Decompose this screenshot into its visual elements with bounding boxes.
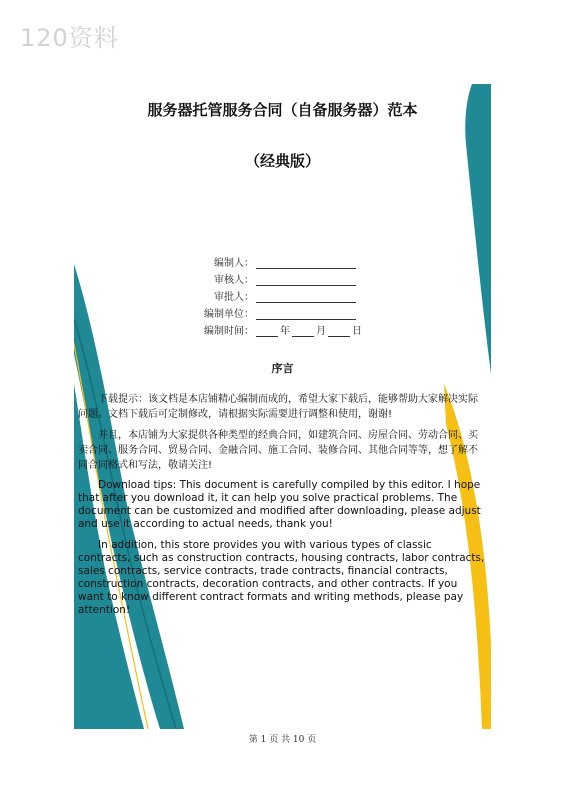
month-label: 月 (316, 326, 326, 337)
year-blank (256, 324, 278, 337)
day-blank (328, 324, 350, 337)
right-teal-wave (465, 84, 491, 374)
year-label: 年 (280, 326, 290, 337)
field-unit (202, 303, 364, 320)
field-editor (202, 252, 364, 269)
day-label: 日 (352, 326, 362, 337)
field-label: 编制时间： (204, 326, 254, 337)
signature-fields (202, 252, 364, 337)
field-label: 审批人： (214, 292, 254, 303)
document-page (74, 84, 491, 729)
paragraph-download-tips-zh: 下载提示：该文档是本店铺精心编制而成的，希望大家下载后，能够帮助大家解决实际问题。文档下载后可定制修改，请根据实际需要进行调整和使用，谢谢! (78, 394, 478, 420)
field-approver (202, 286, 364, 303)
document-subtitle: （经典版） (244, 152, 320, 170)
paragraph-download-tips-en: Download tips: This document is carefully compiled by this editor. I hope that after you download it, it can help you solve practical problems. The document can be customized and modified after downloading, please adjust and use it according to actual needs, thank you! (78, 479, 481, 530)
field-label: 编制单位： (204, 309, 254, 320)
date-blanks (256, 322, 364, 337)
page-number: 第 1 页 共 10 页 (248, 735, 317, 745)
field-reviewer (202, 269, 364, 286)
document-title: 服务器托管服务合同（自备服务器）范本 (147, 101, 418, 119)
field-label: 编制人： (214, 258, 254, 269)
field-label: 审核人： (214, 275, 254, 286)
field-blank (256, 307, 356, 320)
paragraph-contracts-en: In addition, this store provides you with various types of classic contracts, such as construction contracts, housing contracts, labor contracts, sales contracts, service contracts, trade contracts, financial contracts, construction contracts, decoration contracts, and other contracts. If you want to know different contract formats and writing methods, please pay attention! (78, 539, 485, 616)
paragraph-contracts-zh: 并且，本店铺为大家提供各种类型的经典合同，如建筑合同、房屋合同、劳动合同、买卖合同、服务合同、贸易合同、金融合同、施工合同、装修合同、其他合同等等，想了解不同合同格式和写法，敬请关注! (78, 430, 478, 471)
field-blank (256, 256, 356, 269)
month-blank (292, 324, 314, 337)
field-blank (256, 290, 356, 303)
preface-heading: 序言 (271, 362, 294, 375)
field-date (202, 320, 364, 337)
field-blank (256, 273, 356, 286)
preface-body (78, 392, 486, 625)
watermark: 120资料 (20, 24, 119, 52)
